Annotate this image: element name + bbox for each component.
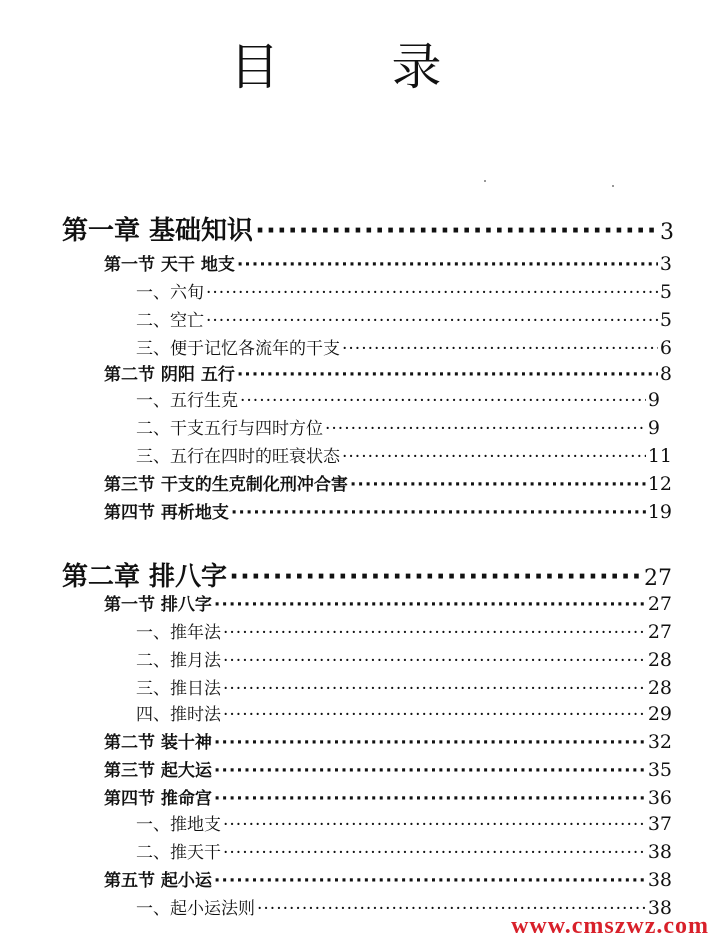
toc-label: 一、六旬 <box>136 283 204 303</box>
toc-page-number: 19 <box>647 501 672 523</box>
toc-section[interactable] <box>104 784 672 809</box>
toc-page-number: 27 <box>647 593 672 615</box>
toc-label: 第四节 推命宫 <box>104 789 212 809</box>
toc-section[interactable] <box>104 756 672 781</box>
toc-item[interactable] <box>136 618 672 643</box>
toc-page-number: 29 <box>647 703 672 725</box>
toc-label: 四、推时法 <box>136 705 221 725</box>
toc-label: 三、五行在四时的旺衰状态 <box>136 447 340 467</box>
toc-page-number: 38 <box>647 869 672 891</box>
toc-item[interactable] <box>136 386 660 411</box>
toc-leader-dots <box>237 255 658 275</box>
toc-item[interactable] <box>136 334 672 359</box>
toc-page-number: 5 <box>659 309 672 331</box>
toc-leader-dots <box>240 391 646 411</box>
toc-page-number: 35 <box>647 759 672 781</box>
toc-leader-dots <box>223 843 646 863</box>
toc-leader-dots <box>342 339 658 359</box>
toc-leader-dots <box>214 761 646 781</box>
toc-section[interactable] <box>104 728 672 753</box>
toc-leader-dots <box>342 447 646 467</box>
toc-leader-dots <box>255 216 658 246</box>
toc-page-number: 27 <box>647 621 672 643</box>
toc-label: 第一节 排八字 <box>104 595 212 615</box>
toc-page-number: 6 <box>659 337 672 359</box>
toc-label: 第二章 排八字 <box>62 562 228 592</box>
toc-label: 三、推日法 <box>136 679 221 699</box>
toc-label: 三、便于记忆各流年的干支 <box>136 339 340 359</box>
toc-label: 第三节 起大运 <box>104 761 212 781</box>
toc-page-number: 32 <box>647 731 672 753</box>
toc-label: 一、起小运法则 <box>136 899 255 919</box>
toc-label: 二、空亡 <box>136 311 204 331</box>
toc-leader-dots <box>214 789 646 809</box>
toc-label: 第二节 装十神 <box>104 733 212 753</box>
toc-label: 第五节 起小运 <box>104 871 212 891</box>
toc-page-number: 9 <box>647 417 660 439</box>
site-watermark: www.cmszwz.com <box>511 913 709 939</box>
toc-leader-dots <box>237 365 658 385</box>
toc-section[interactable] <box>104 866 672 891</box>
toc-leader-dots <box>229 562 642 592</box>
toc-item[interactable] <box>136 442 672 467</box>
toc-leader-dots <box>214 733 646 753</box>
toc-leader-dots <box>214 871 646 891</box>
toc-leader-dots <box>350 475 646 495</box>
toc-section[interactable] <box>104 470 672 495</box>
toc-item[interactable] <box>136 700 672 725</box>
toc-label: 第二节 阴阳 五行 <box>104 365 235 385</box>
toc-page-number: 3 <box>659 253 672 275</box>
toc-leader-dots <box>223 705 646 725</box>
toc-chapter-2[interactable] <box>62 556 672 593</box>
toc-section[interactable] <box>104 360 672 385</box>
scan-speck <box>484 180 486 182</box>
toc-page-number: 3 <box>660 220 674 245</box>
toc-page-number: 38 <box>647 897 672 919</box>
toc-leader-dots <box>223 623 646 643</box>
toc-label: 一、五行生克 <box>136 391 238 411</box>
toc-page-number: 27 <box>644 566 672 591</box>
toc-section[interactable] <box>104 590 672 615</box>
scan-speck <box>612 185 614 187</box>
toc-item[interactable] <box>136 414 660 439</box>
toc-page-number: 38 <box>647 841 672 863</box>
toc-label: 一、推年法 <box>136 623 221 643</box>
toc-label: 二、推天干 <box>136 843 221 863</box>
toc-page-number: 28 <box>647 649 672 671</box>
toc-item[interactable] <box>136 674 672 699</box>
toc-leader-dots <box>325 419 646 439</box>
toc-item[interactable] <box>136 306 672 331</box>
toc-chapter-1[interactable] <box>62 210 674 247</box>
toc-leader-dots <box>206 311 658 331</box>
toc-item[interactable] <box>136 278 672 303</box>
toc-leader-dots <box>231 503 646 523</box>
page-title: 目 录 <box>229 38 490 96</box>
toc-section[interactable] <box>104 250 672 275</box>
toc-page-number: 28 <box>647 677 672 699</box>
toc-page-number: 12 <box>647 473 672 495</box>
toc-leader-dots <box>223 815 646 835</box>
toc-section[interactable] <box>104 498 672 523</box>
toc-leader-dots <box>214 595 646 615</box>
toc-page-number: 5 <box>659 281 672 303</box>
toc-page-number: 11 <box>647 445 672 467</box>
toc-label: 二、推月法 <box>136 651 221 671</box>
toc-leader-dots <box>223 679 646 699</box>
toc-label: 一、推地支 <box>136 815 221 835</box>
toc-item[interactable] <box>136 810 672 835</box>
toc-label: 第三节 干支的生克制化刑冲合害 <box>104 475 348 495</box>
toc-label: 第一章 基础知识 <box>62 216 254 246</box>
toc-leader-dots <box>206 283 658 303</box>
toc-item[interactable] <box>136 838 672 863</box>
toc-page-number: 36 <box>647 787 672 809</box>
toc-label: 二、干支五行与四时方位 <box>136 419 323 439</box>
toc-label: 第一节 天干 地支 <box>104 255 235 275</box>
toc-label: 第四节 再析地支 <box>104 503 229 523</box>
toc-page-number: 8 <box>659 363 672 385</box>
toc-page-number: 37 <box>647 813 672 835</box>
toc-page-number: 9 <box>647 389 660 411</box>
toc-item[interactable] <box>136 646 672 671</box>
toc-leader-dots <box>223 651 646 671</box>
